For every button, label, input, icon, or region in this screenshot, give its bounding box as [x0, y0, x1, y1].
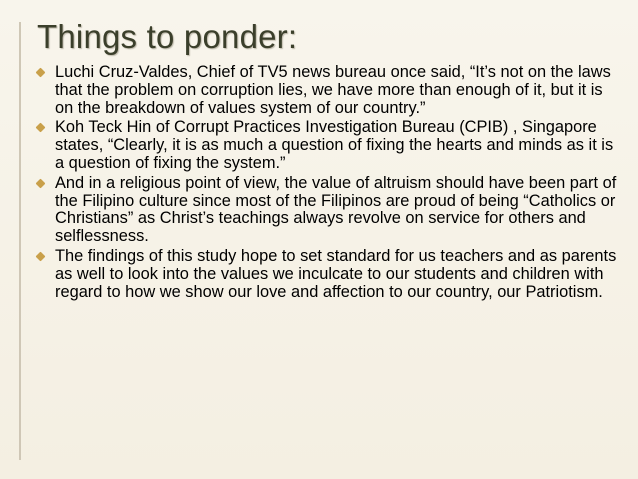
diamond-bullet-icon [36, 178, 46, 188]
diamond-bullet-icon [36, 252, 46, 262]
diamond-bullet-icon [36, 68, 46, 78]
bullet-item [37, 64, 623, 117]
bullet-text: The findings of this study hope to set standard for us teachers and as parents as well to look into the values we inculcate to our students and children with regard to how we show our love and affection to our country, our Patriotism. [55, 246, 617, 301]
slide-title: Things to ponder: [37, 18, 298, 55]
bullet-list [37, 64, 623, 303]
bullet-text: Luchi Cruz-Valdes, Chief of TV5 news bureau once said, “It’s not on the laws that the problem on corruption lies, we have more than enough of it, but it is on the breakdown of values system of our country.” [55, 63, 611, 117]
bullet-text: Koh Teck Hin of Corrupt Practices Investigation Bureau (CPIB) , Singapore states, “Clearly, it is as much a question of fixing the hearts and minds as it is a question of fixing the system.” [55, 118, 614, 172]
bullet-item [37, 248, 623, 301]
left-rule-divider [19, 22, 21, 460]
diamond-bullet-icon [36, 123, 46, 133]
bullet-text: And in a religious point of view, the value of altruism should have been part of the Filipino culture since most of the Filipinos are proud of being “Catholics or Christians” as Christ’s teachings always revolve on service for others and selflessness. [55, 173, 617, 246]
bullet-item [37, 175, 623, 246]
bullet-item [37, 119, 623, 172]
